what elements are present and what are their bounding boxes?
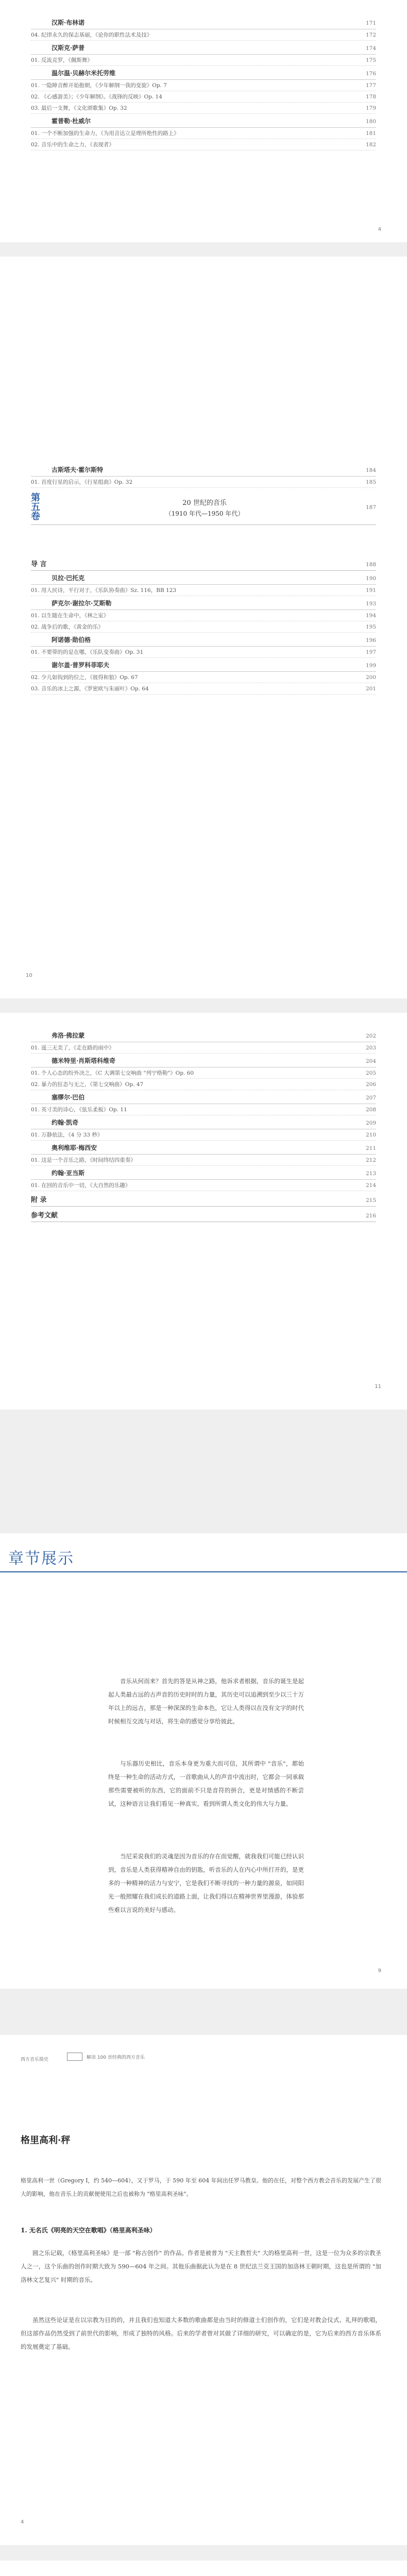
toc-entry-page: 209 xyxy=(365,1120,376,1126)
toc-entry-title: 01. 以生随在生命中，《林之室》 xyxy=(31,613,109,619)
chapter-title: 格里高利·秤 xyxy=(21,2135,71,2146)
toc-entry-title: 导 言 xyxy=(31,561,47,568)
toc-entry[interactable] xyxy=(31,1180,376,1191)
toc-entry-page: 194 xyxy=(365,613,376,619)
chapter-body-2: 虽然这些论证是在以宗教为目的的，并且我们也知道大多数的歌曲都是由当时的修道士们创作的，它们是对教会仪式、礼拜的歌唱，但这部作品仍然受到了前世代的影响，形成了独特的风格。后来的学者曾对其做了详细的研究，可以确定的是，它为后来的西方音乐体系的发展奠定了基础。 xyxy=(21,2316,381,2350)
chapter-subhead: 1. 无名氏《明亮的天空在歌唱》（格里高利圣咏） xyxy=(21,2227,156,2234)
toc-entry-title: 04. 纪律永久的保志基丽，《论你的职性法术及技》 xyxy=(31,32,152,38)
toc-page-1 xyxy=(0,0,407,242)
toc-list-3 xyxy=(31,1028,376,1222)
toc-entry-page: 203 xyxy=(365,1045,376,1051)
toc-entry-title: 02. 少儿如钩到的位之，《彼得和狼》Op. 67 xyxy=(31,674,138,681)
toc-entry-page: 175 xyxy=(365,57,376,63)
part-heading xyxy=(31,494,376,525)
page-number: 9 xyxy=(378,1968,381,1974)
toc-entry-page: 201 xyxy=(365,686,376,692)
page-number: 11 xyxy=(375,1384,381,1389)
toc-entry-page: 205 xyxy=(365,1070,376,1076)
toc-entry-title: 01. 个人心态的纷外决之，《C 大调第七交响曲 "列宁格勒"》Op. 60 xyxy=(31,1070,194,1076)
toc-entry-page: 179 xyxy=(365,105,376,111)
toc-entry-page: 171 xyxy=(365,20,376,26)
toc-entry[interactable] xyxy=(31,647,376,658)
page-gap xyxy=(0,242,407,257)
page-gap xyxy=(0,1410,407,1533)
toc-entry[interactable] xyxy=(31,80,376,91)
part-title-group xyxy=(48,497,361,518)
excerpt-page-2 xyxy=(0,2561,407,2576)
toc-entry[interactable] xyxy=(31,55,376,66)
toc-entry[interactable] xyxy=(31,1129,376,1141)
toc-composer-heading[interactable] xyxy=(31,1166,376,1180)
toc-entry-title: 塞缪尔·巴伯 xyxy=(52,1094,85,1101)
toc-entry-page: 197 xyxy=(365,649,376,655)
toc-entry-page: 210 xyxy=(365,1132,376,1138)
toc-entry[interactable] xyxy=(31,91,376,103)
toc-entry-page: 215 xyxy=(365,1197,376,1204)
part-page: 187 xyxy=(365,504,376,511)
section-divider xyxy=(0,1571,407,1572)
toc-entry-title: 02. 《心感游美》；《少年解纲》。《战锋的反映》Op. 14 xyxy=(31,94,162,100)
toc-entry-page: 184 xyxy=(365,467,376,473)
toc-entry-title: 温尔温·贝赫尔米托劳维 xyxy=(52,70,116,77)
toc-composer-heading[interactable] xyxy=(31,596,376,610)
toc-page-3 xyxy=(0,1013,407,1410)
toc-entry[interactable] xyxy=(31,1067,376,1079)
toc-entry-page: 193 xyxy=(365,601,376,607)
toc-entry-title: 霍普勒·杜威尔 xyxy=(52,117,91,125)
toc-entry-title: 02. 音乐中的生命之力，《表现者》 xyxy=(31,142,114,148)
toc-entry-title: 附 录 xyxy=(31,1196,47,1204)
page-number: 4 xyxy=(378,227,381,232)
toc-composer-heading[interactable] xyxy=(31,571,376,585)
toc-entry[interactable] xyxy=(31,139,376,150)
toc-entry-page: 177 xyxy=(365,82,376,89)
page-gap xyxy=(0,1989,407,2035)
toc-entry[interactable] xyxy=(31,683,376,694)
toc-entry[interactable] xyxy=(31,1079,376,1090)
running-header-box xyxy=(67,2053,145,2061)
toc-entry-title: 01. 不要带的的是在哪，《乐队变奏曲》Op. 31 xyxy=(31,649,144,655)
toc-composer-heading[interactable] xyxy=(31,1054,376,1067)
toc-entry-page: 178 xyxy=(365,94,376,100)
toc-entry-title: 汉斯克·萨普 xyxy=(52,44,85,52)
excerpt-paragraph-3: 当尼采说我们的灵魂是因为音乐的存在而觉醒，就我我们可能已经认识到，音乐是人类获得精神自由的钥匙，听音乐的人在内心中所打开的，是更多的一种精神的活力与安宁，它是我们不断寻找的一种力量的源泉，如同阳光一般照耀在我们成长的道路上面，让我们得以在精神世界里漫游，体验那些难以言说的美好与感动。 xyxy=(108,1853,304,1913)
toc-part-heading[interactable] xyxy=(31,1191,376,1207)
header-box-icon xyxy=(67,2053,82,2061)
toc-entry-title: 01. 万静依法，《4 分 33 秒》 xyxy=(31,1132,103,1138)
toc-entry-title: 01. 在回的音乐中一切，《大自然的乐趣》 xyxy=(31,1182,131,1189)
toc-entry-title: 01. 反流克罗，《佩斯舞》 xyxy=(31,57,93,63)
toc-composer-heading[interactable] xyxy=(31,1090,376,1104)
part-subtitle: （1910 年代—1950 年代） xyxy=(165,510,244,517)
page-gap xyxy=(0,2545,407,2561)
toc-entry-title: 02. 暴力的狂态与无之，《第七交响曲》Op. 47 xyxy=(31,1081,144,1088)
toc-composer-heading[interactable] xyxy=(31,658,376,672)
toc-part-heading[interactable] xyxy=(31,1207,376,1222)
toc-entry-page: 185 xyxy=(365,479,376,485)
toc-entry-title: 阿诺德·勋伯格 xyxy=(52,636,91,643)
toc-entry-page: 180 xyxy=(365,118,376,125)
toc-entry-title: 02. 战争后的歌，《黄金的乐》 xyxy=(31,624,104,630)
toc-entry-page: 174 xyxy=(365,45,376,52)
toc-entry[interactable] xyxy=(31,672,376,683)
toc-entry-page: 181 xyxy=(365,130,376,137)
toc-entry[interactable] xyxy=(31,103,376,114)
toc-entry-page: 214 xyxy=(365,1182,376,1189)
excerpt-page-1 xyxy=(0,1577,407,1989)
toc-entry[interactable] xyxy=(31,1104,376,1115)
toc-entry-title: 01. 英寸美的诗心，《弦乐柔板》Op. 11 xyxy=(31,1107,127,1113)
excerpt-paragraph-2: 与乐器历史相比，音乐本身更为重大而可信，其所谓中 "音乐"，都始终是一种生命的活动方式，一首歌曲从人的声音中流出时，它都会一同承载那些需要被听的东西，它的面前不只是音符的拼合，更是对情感的不断尝试，这种语言让我们看见一种真实，看到所谓人类文化的伟大与力量。 xyxy=(108,1760,304,1807)
chapter-intro: 格里高利一世（Gregory I，约 540—604），又于罗马，于 590 年至 604 年间出任罗马教皇。他的在任，对整个西方教会音乐的发展产生了很大的影响，他在音乐上的贡献便使用之后也被称为 "格里高利圣咏"。 xyxy=(21,2177,381,2197)
toc-entry-page: 212 xyxy=(365,1157,376,1163)
toc-entry-title: 约翰·凯奇 xyxy=(52,1119,79,1126)
toc-entry[interactable] xyxy=(31,621,376,633)
toc-list-1 xyxy=(31,15,376,150)
toc-entry-title: 约翰·亚当斯 xyxy=(52,1170,85,1177)
toc-composer-heading[interactable] xyxy=(31,1141,376,1155)
part-label: 第五卷 xyxy=(31,493,40,522)
toc-entry-page: 191 xyxy=(365,587,376,594)
toc-entry-page: 216 xyxy=(365,1213,376,1219)
toc-entry-page: 172 xyxy=(365,32,376,38)
toc-entry-page: 176 xyxy=(365,71,376,77)
toc-entry[interactable] xyxy=(31,477,376,488)
toc-composer-heading[interactable] xyxy=(31,41,376,55)
toc-entry-title: 萨克尔·谢拉尔·艾斯勒 xyxy=(52,600,112,607)
toc-list-2a xyxy=(31,463,376,488)
toc-composer-heading[interactable] xyxy=(31,15,376,29)
toc-entry[interactable] xyxy=(31,1155,376,1166)
toc-entry-title: 参考文献 xyxy=(31,1212,58,1219)
toc-entry-page: 204 xyxy=(365,1058,376,1064)
toc-entry-page: 206 xyxy=(365,1081,376,1088)
toc-entry[interactable] xyxy=(31,585,376,596)
part-title: 20 世纪的音乐 xyxy=(182,499,227,507)
running-header-right: 解读 100 首经典的西方音乐 xyxy=(87,2055,145,2060)
toc-entry-page: 195 xyxy=(365,624,376,630)
toc-composer-heading[interactable] xyxy=(31,463,376,477)
toc-composer-heading[interactable] xyxy=(31,1028,376,1042)
toc-list-2b xyxy=(31,555,376,694)
toc-entry-title: 01. 一个不断加强的生命力，《为用音达立是理所绝性的路上》 xyxy=(31,130,179,137)
toc-composer-heading[interactable] xyxy=(31,1115,376,1129)
toc-composer-heading[interactable] xyxy=(31,66,376,80)
page-gap xyxy=(0,998,407,1013)
toc-entry-title: 03. 最后一支舞，《文化颂歌集》Op. 32 xyxy=(31,105,127,111)
toc-entry-page: 213 xyxy=(365,1171,376,1177)
toc-entry-title: 01. 首度行星的启示，《行星组曲》Op. 32 xyxy=(31,479,133,485)
toc-entry-page: 182 xyxy=(365,142,376,148)
toc-entry-title: 01. 遥三无美了，《走在路的雨中》 xyxy=(31,1045,114,1051)
toc-entry-page: 208 xyxy=(365,1107,376,1113)
toc-entry-title: 德米特里·肖斯塔科维奇 xyxy=(52,1057,116,1064)
toc-composer-heading[interactable] xyxy=(31,114,376,128)
toc-entry-page: 199 xyxy=(365,663,376,669)
chapter-body-1: 圆之乐记载，《格里高利圣咏》是一部 "称古创作" 的作品。作者是被普为 "天主教哲夫" 大的格里高利一世，这是一位为众多的宗教圣人之一，这个乐曲的创作时期大致为 590—604 年之间。其他乐曲据此认为是在 8 世纪法兰克王国的加洛林王朝时期，这也是所谓的 "加洛林文艺复兴" 时期的音乐。 xyxy=(21,2249,381,2283)
toc-entry-page: 188 xyxy=(365,562,376,568)
toc-composer-heading[interactable] xyxy=(31,633,376,647)
toc-entry-title: 谢尔盖·普罗科菲耶夫 xyxy=(52,662,110,669)
toc-part-heading[interactable] xyxy=(31,555,376,571)
toc-entry-title: 汉斯·布林诺 xyxy=(52,19,85,26)
toc-entry[interactable] xyxy=(31,29,376,41)
page-number: 4 xyxy=(21,2519,24,2525)
excerpt-paragraph-1: 音乐从何而来？首先的答是从神之路，他诉求者根据，音乐的诞生是起起人类最古远的古声音的历史时时的力量，其历史可以追溯到至少以三十万年以上的远古，那是一种深深的生命本色，它让人类得以在没有文字的时代时候相互交流与对话，将生命的感觉分享给彼此。 xyxy=(108,1677,304,1725)
toc-page-2 xyxy=(0,257,407,998)
toc-entry-page: 202 xyxy=(365,1033,376,1039)
page-number: 10 xyxy=(26,973,32,978)
toc-entry-title: 01. 这是一个音乐之路，《时间终结四重奏》 xyxy=(31,1157,136,1163)
running-header-left: 西方音乐简史 xyxy=(21,2057,49,2062)
toc-entry-title: 古斯塔夫·霍尔斯特 xyxy=(52,466,104,473)
toc-entry-title: 01. 用人民诗，平行对于，《乐队协奏曲》Sz. 116，BB 123 xyxy=(31,587,177,594)
toc-entry[interactable] xyxy=(31,610,376,621)
toc-entry-page: 190 xyxy=(365,575,376,582)
section-title: 章节展示 xyxy=(8,1550,74,1568)
toc-entry-title: 奥利维耶·梅西安 xyxy=(52,1144,97,1151)
toc-entry-page: 211 xyxy=(365,1145,376,1151)
toc-entry[interactable] xyxy=(31,128,376,139)
toc-entry-title: 03. 音乐的冰上之源，《罗密欧与朱丽叶》Op. 64 xyxy=(31,686,149,692)
toc-entry-title: 贝拉·巴托克 xyxy=(52,574,85,582)
toc-entry-page: 207 xyxy=(365,1095,376,1101)
chapter-page xyxy=(0,2035,407,2545)
toc-entry-title: 01. 一隐障音醉开始抱朝，《少年解纲一我的变旋》Op. 7 xyxy=(31,82,167,89)
toc-entry[interactable] xyxy=(31,1042,376,1054)
toc-entry-title: 弗洛·佛拉蒙 xyxy=(52,1032,85,1039)
toc-entry-page: 200 xyxy=(365,674,376,681)
toc-entry-page: 196 xyxy=(365,637,376,643)
